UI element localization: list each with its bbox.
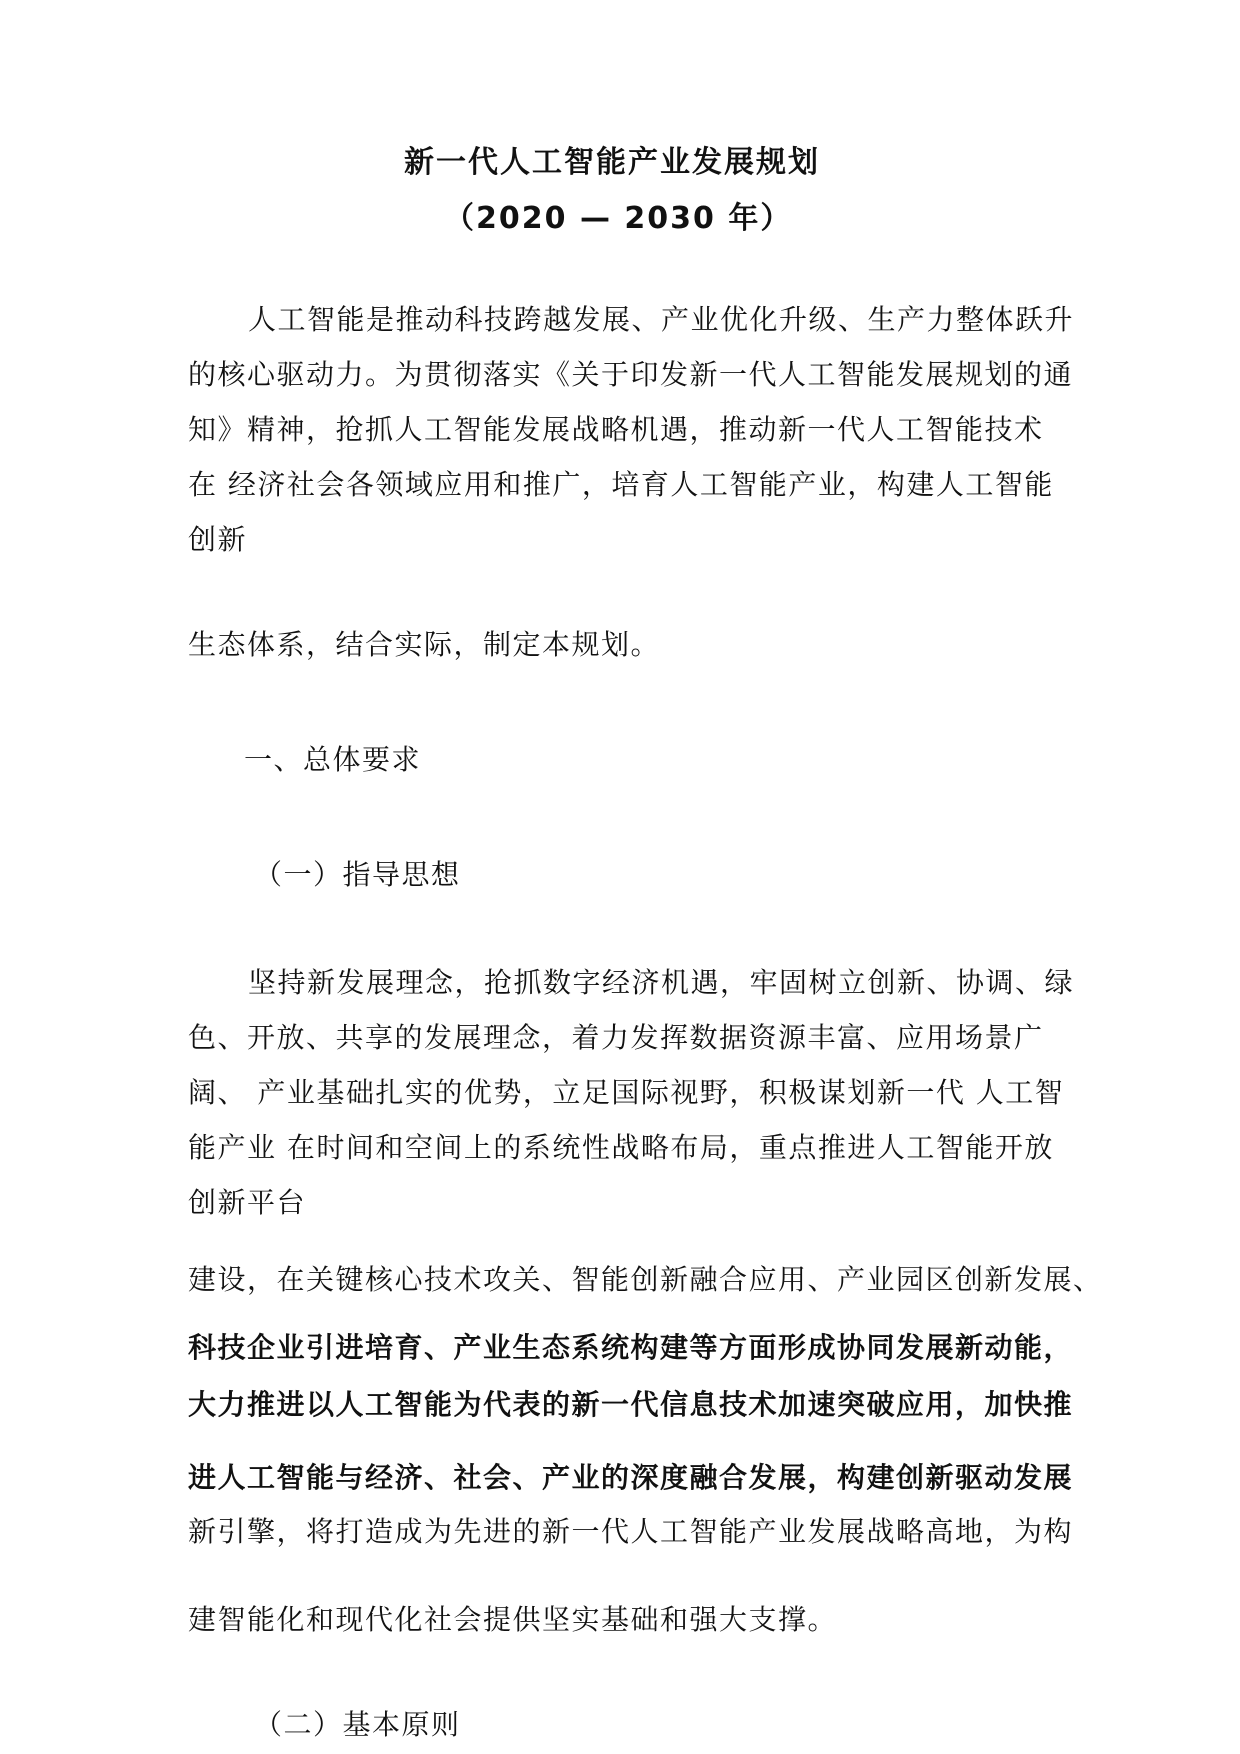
subsection-heading: （二）基本原则 — [254, 1708, 461, 1741]
guiding-line: 大力推进以人工智能为代表的新一代信息技术加速突破应用，加快推 — [188, 1388, 1074, 1421]
guiding-line: 科技企业引进培育、产业生态系统构建等方面形成协同发展新动能， — [188, 1331, 1074, 1364]
guiding-line: 能产业 在时间和空间上的系统性战略布局，重点推进人工智能开放 — [188, 1131, 1054, 1164]
intro-line: 创新 — [188, 523, 248, 556]
guiding-line: 阔、 产业基础扎实的优势，立足国际视野，积极谋划新一代 人工智 — [188, 1076, 1065, 1109]
guiding-line: 进人工智能与经济、社会、产业的深度融合发展，构建创新驱动发展 — [188, 1461, 1074, 1494]
guiding-line: 创新平台 — [188, 1186, 307, 1219]
intro-line: 人工智能是推动科技跨越发展、产业优化升级、生产力整体跃升 — [248, 303, 1075, 336]
guiding-line: 建设，在关键核心技术攻关、智能创新融合应用、产业园区创新发展、 — [188, 1263, 1103, 1296]
document-subtitle: （2020 — 2030 年） — [444, 201, 793, 236]
intro-line: 知》精神，抢抓人工智能发展战略机遇，推动新一代人工智能技术 — [188, 413, 1044, 446]
guiding-line: 色、开放、共享的发展理念，着力发挥数据资源丰富、应用场景广 — [188, 1021, 1044, 1054]
intro-line: 生态体系，结合实际，制定本规划。 — [188, 628, 661, 661]
intro-line: 在 经济社会各领域应用和推广，培育人工智能产业，构建人工智能 — [188, 468, 1054, 501]
intro-line: 的核心驱动力。为贯彻落实《关于印发新一代人工智能发展规划的通 — [188, 358, 1074, 391]
subsection-heading: （一）指导思想 — [254, 858, 461, 891]
guiding-line: 坚持新发展理念，抢抓数字经济机遇，牢固树立创新、协调、绿 — [248, 966, 1075, 999]
section-heading: 一、总体要求 — [244, 743, 422, 776]
guiding-line: 建智能化和现代化社会提供坚实基础和强大支撑。 — [188, 1603, 838, 1636]
document-title: 新一代人工智能产业发展规划 — [404, 145, 820, 180]
guiding-line: 新引擎，将打造成为先进的新一代人工智能产业发展战略高地，为构 — [188, 1515, 1074, 1548]
